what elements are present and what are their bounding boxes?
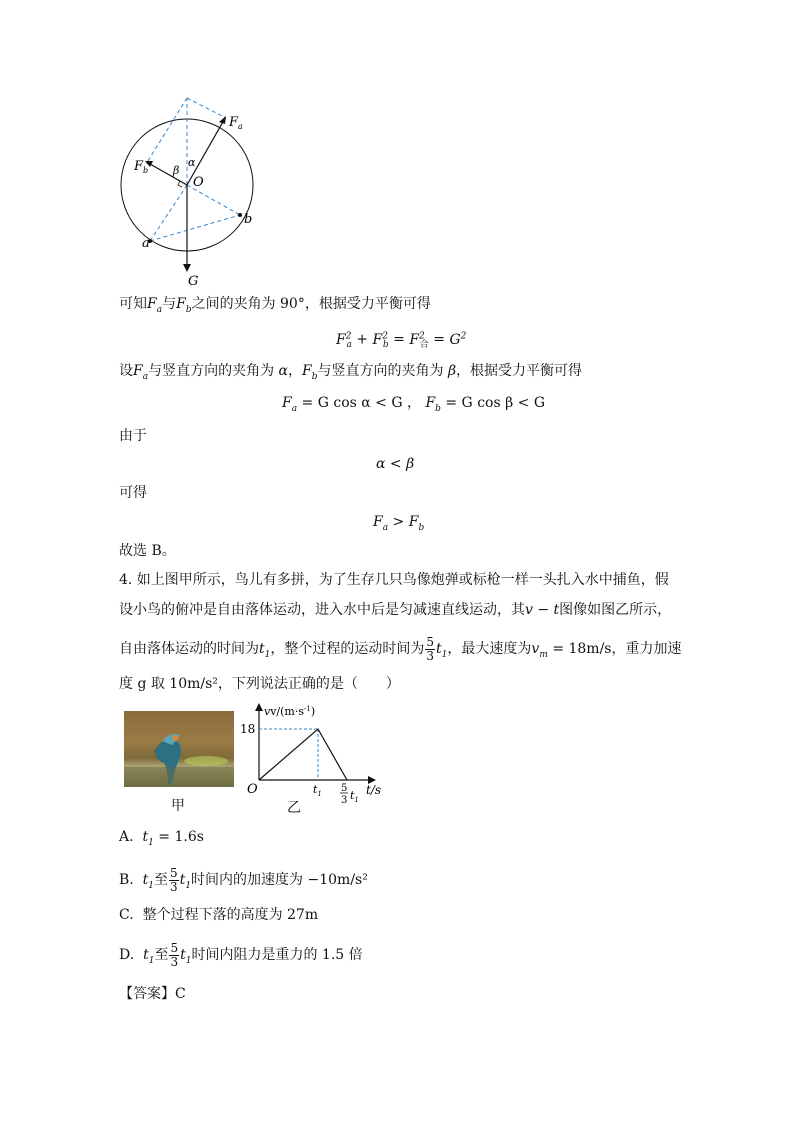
text-line-2: 设$F_a$与竖直方向的夹角为 α，$F_b$与竖直方向的夹角为 β，根据受力平衡可得: [119, 363, 583, 382]
option-d[interactable]: D. $t_1$至 $\frac{5}{3}$ $t_1$时间内阻力是重力的 1.5 倍: [119, 940, 363, 969]
kingfisher-photo: [124, 711, 234, 787]
point-b: [238, 213, 242, 217]
y-axis-label: $vv/(m\cdot s^{-1})$: [264, 705, 316, 718]
option-a[interactable]: A. $t_1 = 1.6s$: [119, 829, 204, 848]
option-b[interactable]: B. $t_1$至 $\frac{5}{3}$ $t_1$时间内的加速度为 −10m/s²: [119, 865, 368, 894]
fa-arrowhead: [219, 116, 226, 124]
caption-jia: 甲: [171, 798, 185, 814]
label-fa: $F_a$: [229, 115, 243, 131]
equation-4: $F_a > F_b$: [373, 514, 425, 533]
caption-yi: 乙: [287, 800, 301, 816]
text-line-1: 可知$F_a$与$F_b$之间的夹角为 90°，根据受力平衡可得: [119, 296, 431, 315]
label-fb: $F_b$: [134, 159, 149, 175]
equation-2: $F_a = G$ cos α < G ， $F_b = G$ cos β < G: [282, 395, 546, 414]
label-beta: β: [173, 164, 180, 177]
origin-label: O: [247, 782, 258, 797]
x-tick-frac-den: 3: [341, 795, 348, 806]
vt-line: [259, 729, 347, 780]
text-line-5: 故选 B。: [119, 543, 176, 559]
question-line-1: 4. 如上图甲所示，鸟儿有多拼，为了生存几只鸟像炮弹或标枪一样一头扎入水中捕鱼，假: [119, 572, 669, 588]
label-b: b: [244, 212, 253, 227]
answer-value: C: [175, 986, 186, 1002]
x-tick-frac-num: 5: [341, 783, 348, 794]
y-axis-arrow: [255, 703, 263, 711]
force-diagram: [118, 90, 268, 290]
equation-3: α < β: [376, 456, 415, 472]
label-a: a: [142, 236, 150, 251]
label-alpha: α: [188, 156, 196, 169]
option-c[interactable]: C. 整个过程下落的高度为 27m: [119, 907, 319, 923]
question-line-3: 自由落体运动的时间为$t_1$，整个过程的运动时间为 $\frac{5}{3}$ $t_1$，最大速度为$v_m = 18m/s$，重力加速: [119, 634, 682, 663]
y-tick-18: 18: [240, 722, 256, 736]
answer: [119, 984, 186, 1004]
question-line-2: 设小鸟的俯冲是自由落体运动，进入水中后是匀减速直线运动，其v − t图像如图乙所示，: [119, 602, 672, 618]
x-tick-frac-t1: $t_1$: [350, 789, 359, 804]
label-o: O: [193, 175, 204, 190]
equation-1: $F^2_a + F^2_b = F^2_合 = G^2$: [336, 331, 467, 351]
question-line-4: 度 g 取 10m/s²，下列说法正确的是（ ）: [119, 676, 400, 692]
fb-arrow: [150, 164, 187, 185]
text-line-3: 由于: [119, 428, 147, 444]
vt-graph: [236, 700, 392, 812]
g-arrowhead: [183, 264, 191, 272]
label-g: G: [188, 274, 199, 289]
text-line-4: 可得: [119, 485, 147, 501]
x-tick-t1: $t_1$: [313, 783, 322, 798]
x-axis-label: t/s: [366, 783, 382, 797]
answer-label: 【答案】: [119, 986, 175, 1002]
